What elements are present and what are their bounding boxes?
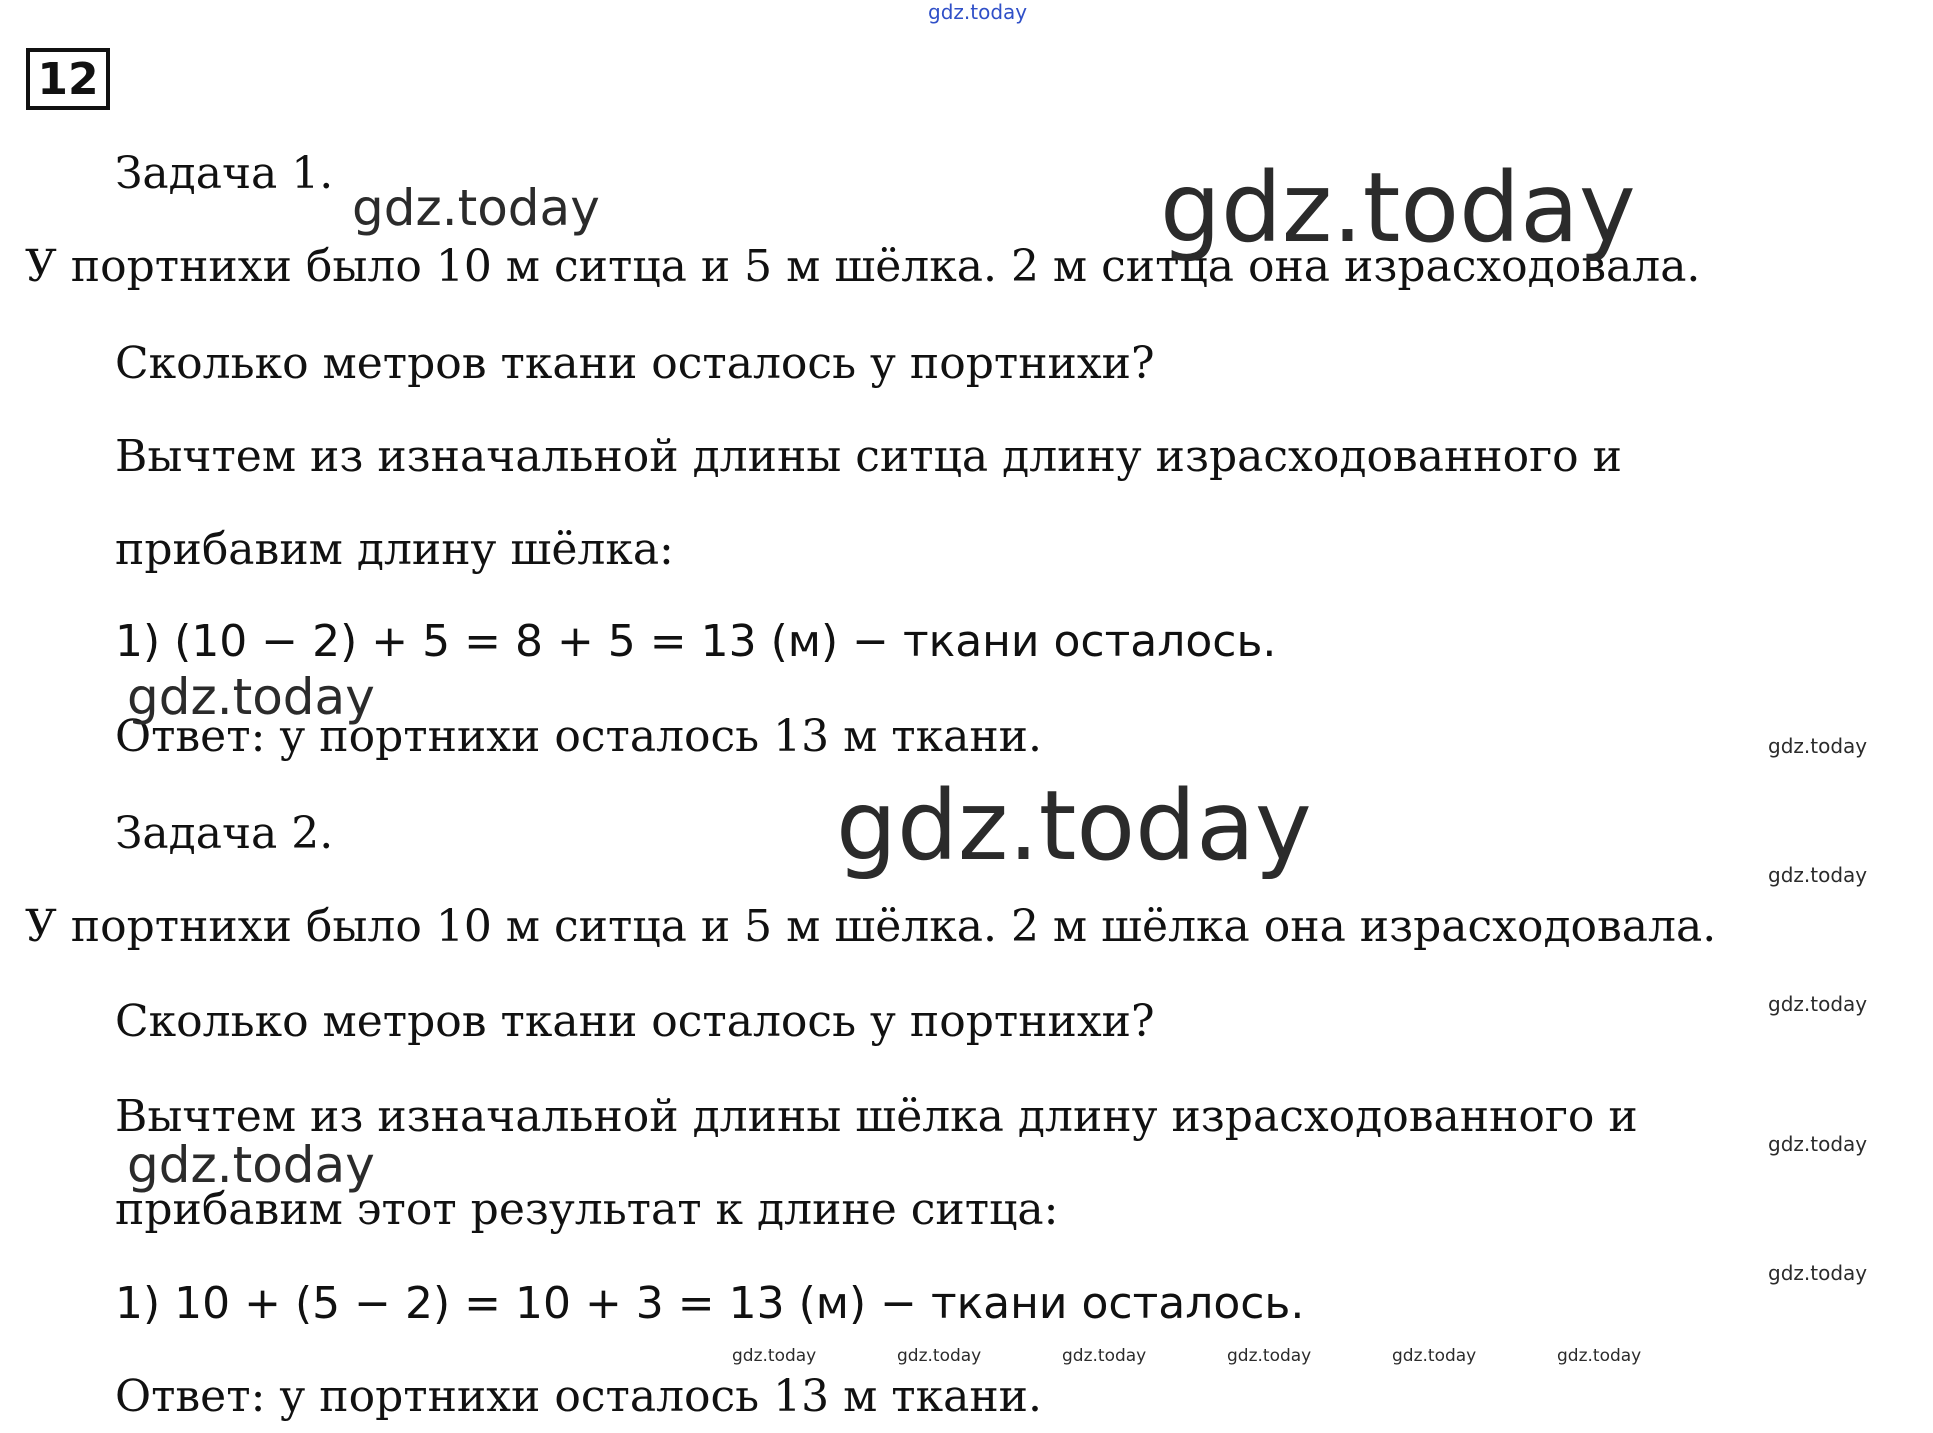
task2-title: Задача 2. <box>115 808 334 859</box>
watermark: gdz.today <box>1227 1346 1312 1366</box>
watermark: gdz.today <box>732 1346 817 1366</box>
watermark: gdz.today <box>1768 992 1868 1016</box>
watermark: gdz.today <box>1768 734 1868 758</box>
watermark: gdz.today <box>1160 152 1636 264</box>
watermark: gdz.today <box>897 1346 982 1366</box>
task1-solution: 1) (10 − 2) + 5 = 8 + 5 = 13 (м) − ткани осталось. <box>115 616 1277 667</box>
watermark: gdz.today <box>836 770 1312 882</box>
watermark: gdz.today <box>1392 1346 1477 1366</box>
task1-explanation-line2: прибавим длину шёлка: <box>115 524 674 575</box>
watermark: gdz.today <box>1062 1346 1147 1366</box>
task2-explanation-line2: прибавим этот результат к длине ситца: <box>115 1184 1059 1235</box>
watermark: gdz.today <box>1768 1261 1868 1285</box>
task1-question: Сколько метров ткани осталось у портнихи? <box>115 338 1155 389</box>
problem-number-box <box>26 48 110 110</box>
task2-answer: Ответ: у портнихи осталось 13 м ткани. <box>115 1371 1042 1422</box>
task1-title: Задача 1. <box>115 148 334 199</box>
task1-answer: Ответ: у портнихи осталось 13 м ткани. <box>115 711 1042 762</box>
task2-question: Сколько метров ткани осталось у портнихи? <box>115 996 1155 1047</box>
task1-condition: У портнихи было 10 м ситца и 5 м шёлка. 2 м ситца она израсходовала. <box>25 241 1701 292</box>
watermark: gdz.today <box>1768 1132 1868 1156</box>
watermark: gdz.today <box>352 179 600 237</box>
task1-explanation-line1: Вычтем из изначальной длины ситца длину израсходованного и <box>115 431 1622 482</box>
watermark: gdz.today <box>127 1136 375 1194</box>
watermark-top: gdz.today <box>928 0 1028 24</box>
watermark: gdz.today <box>1557 1346 1642 1366</box>
watermark: gdz.today <box>1768 863 1868 887</box>
task2-condition: У портнихи было 10 м ситца и 5 м шёлка. 2 м шёлка она израсходовала. <box>25 901 1717 952</box>
task2-solution: 1) 10 + (5 − 2) = 10 + 3 = 13 (м) − ткани осталось. <box>115 1278 1305 1329</box>
watermark: gdz.today <box>127 668 375 726</box>
problem-number: 12 <box>37 53 99 105</box>
task2-explanation-line1: Вычтем из изначальной длины шёлка длину израсходованного и <box>115 1091 1638 1142</box>
